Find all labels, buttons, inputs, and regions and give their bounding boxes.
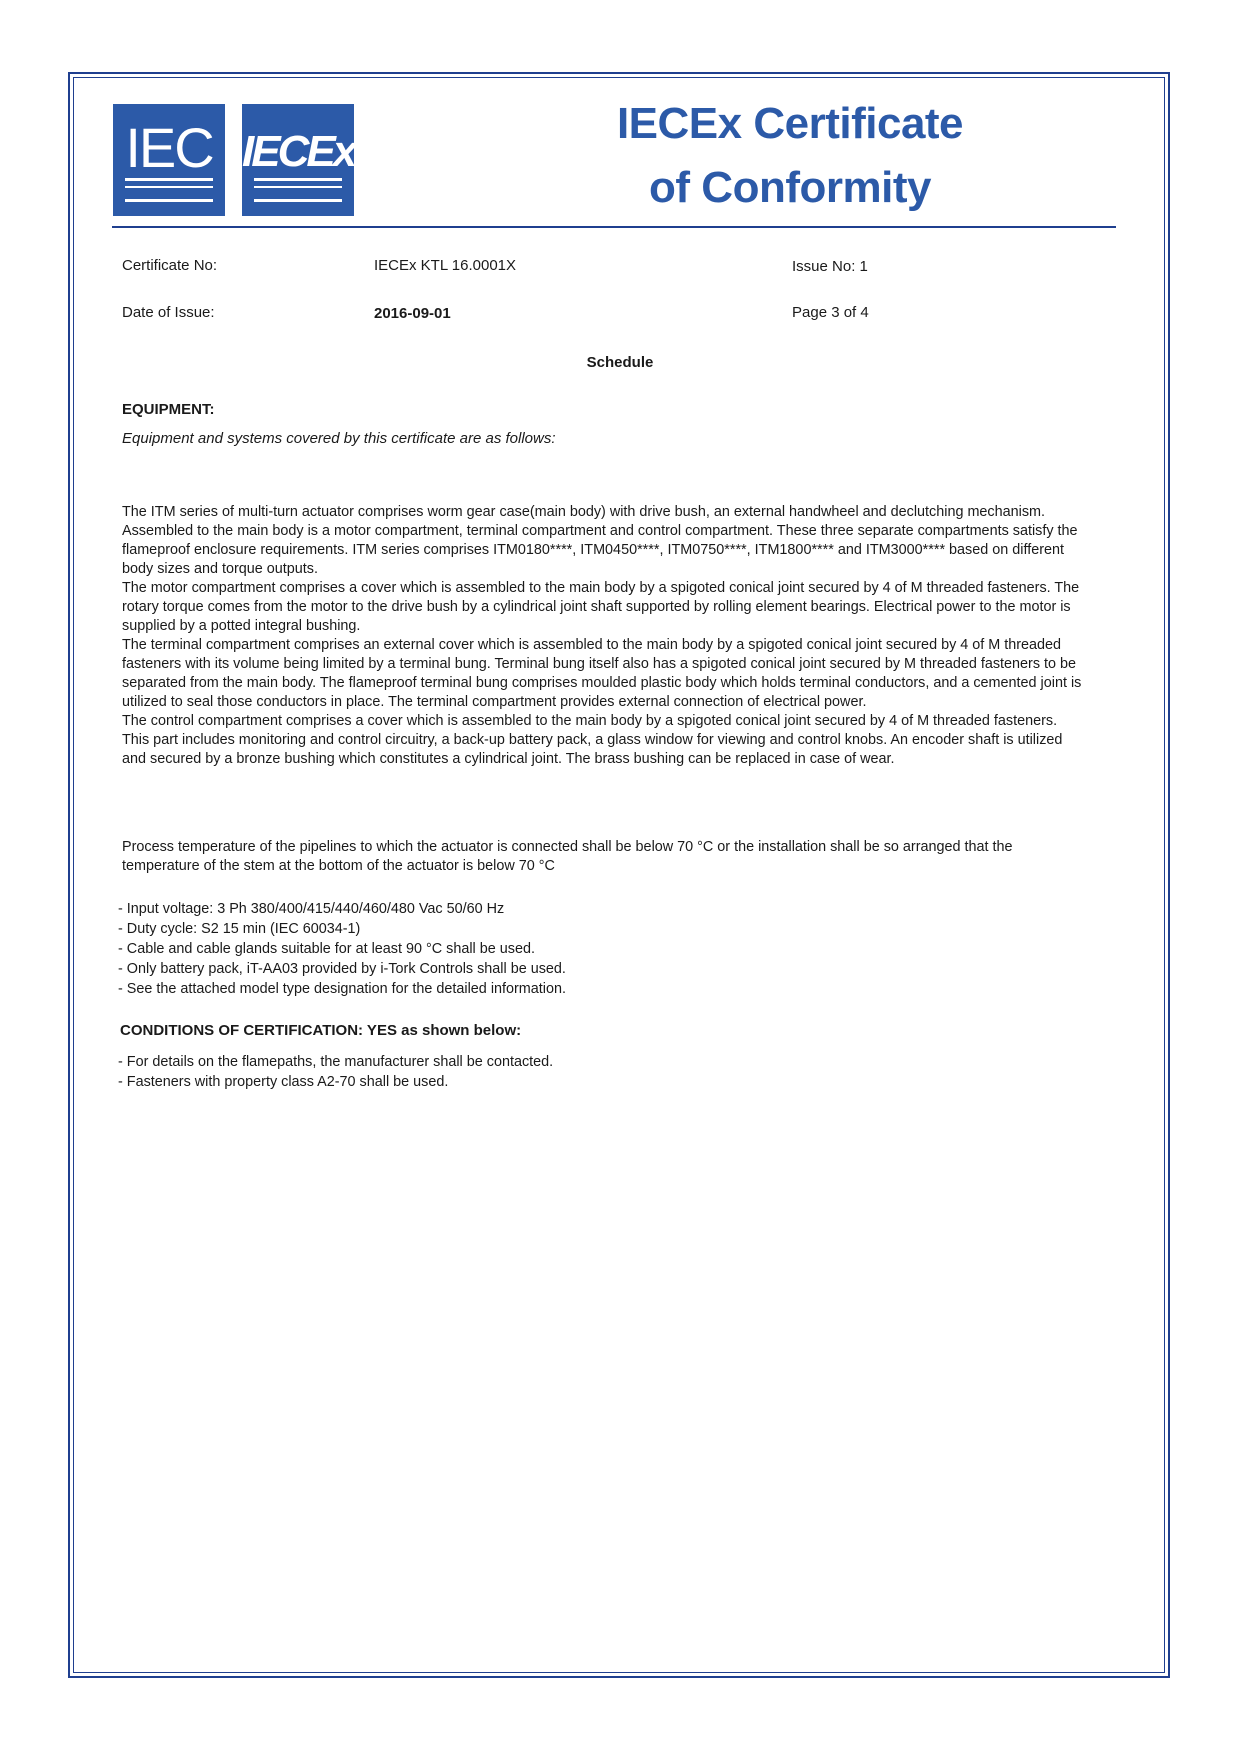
issue-no: Issue No: 1	[792, 258, 868, 275]
process-temperature-note: Process temperature of the pipelines to which the actuator is connected shall be below 70 °C or the installation shall be so arranged that the temperature of the stem at the bottom of the actuator is below 70 °C	[122, 839, 1013, 874]
list-item: - Fasteners with property class A2-70 shall be used.	[118, 1072, 1078, 1092]
equipment-heading: EQUIPMENT:	[122, 401, 215, 418]
conditions-heading: CONDITIONS OF CERTIFICATION: YES as shown below:	[120, 1022, 522, 1039]
date-of-issue-value: 2016-09-01	[374, 305, 451, 322]
iecex-logo-text: IECEx	[242, 127, 354, 176]
schedule-heading: Schedule	[586, 354, 654, 371]
iec-logo-text: IEC	[125, 116, 213, 179]
equipment-description	[122, 503, 1082, 769]
certificate-no-value: IECEx KTL 16.0001X	[374, 257, 517, 274]
certificate-title-line2: of Conformity	[649, 163, 931, 212]
list-item: - Duty cycle: S2 15 min (IEC 60034-1)	[118, 919, 1078, 939]
iecex-logo-lines	[254, 178, 342, 202]
iecex-logo	[242, 104, 354, 216]
certificate-no-label: Certificate No:	[122, 257, 218, 274]
list-item: - See the attached model type designation for the detailed information.	[118, 979, 1078, 999]
list-item: - Cable and cable glands suitable for at least 90 °C shall be used.	[118, 939, 1078, 959]
iec-logo-lines	[125, 178, 213, 202]
date-of-issue-label: Date of Issue:	[122, 304, 215, 321]
header-divider	[112, 226, 1116, 228]
list-item: - Input voltage: 3 Ph 380/400/415/440/460/480 Vac 50/60 Hz	[118, 899, 1078, 919]
list-item: - Only battery pack, iT-AA03 provided by i-Tork Controls shall be used.	[118, 959, 1078, 979]
equipment-paragraph-control: The control compartment comprises a cover which is assembled to the main body by a spigoted conical joint secured by 4 of M threaded fasteners. This part includes monitoring and control circuitry, a back-up battery pack, a glass window for viewing and control knobs. An encoder shaft is utilized and secured by a bronze bushing which constitutes a cylindrical joint. The brass bushing can be replaced in case of wear.	[122, 713, 1063, 767]
page-number: Page 3 of 4	[792, 304, 869, 321]
conditions-list	[118, 1052, 1078, 1092]
list-item: - For details on the flamepaths, the manufacturer shall be contacted.	[118, 1052, 1078, 1072]
equipment-intro: Equipment and systems covered by this certificate are as follows:	[122, 430, 556, 447]
iec-logo	[113, 104, 225, 216]
certificate-title-line1: IECEx Certificate	[616, 99, 964, 148]
equipment-paragraph-overview: The ITM series of multi-turn actuator comprises worm gear case(main body) with drive bush, an external handwheel and declutching mechanism. Assembled to the main body is a motor compartment, terminal compartment and control compartment. These three separate compartments satisfy the flameproof enclosure requirements. ITM series comprises ITM0180****, ITM0450****, ITM0750****, ITM1800**** and ITM3000**** based on different body sizes and torque outputs.	[122, 504, 1078, 577]
equipment-paragraph-motor: The motor compartment comprises a cover which is assembled to the main body by a spigoted conical joint secured by 4 of M threaded fasteners. The rotary torque comes from the motor to the drive bush by a cylindrical joint shaft supported by rolling element bearings. Electrical power to the motor is supplied by a potted integral bushing.	[122, 580, 1080, 634]
specification-list	[118, 899, 1078, 999]
equipment-paragraph-terminal: The terminal compartment comprises an external cover which is assembled to the main body by a spigoted conical joint secured by 4 of M threaded fasteners with its volume being limited by a terminal bung. Terminal bung itself also has a spigoted conical joint secured by M threaded fasteners to be separated from the main body. The flameproof terminal bung comprises moulded plastic body which holds terminal conductors, and a cemented joint is utilized to seal those conductors in place. The terminal compartment provides external connection of electrical power.	[122, 637, 1082, 710]
